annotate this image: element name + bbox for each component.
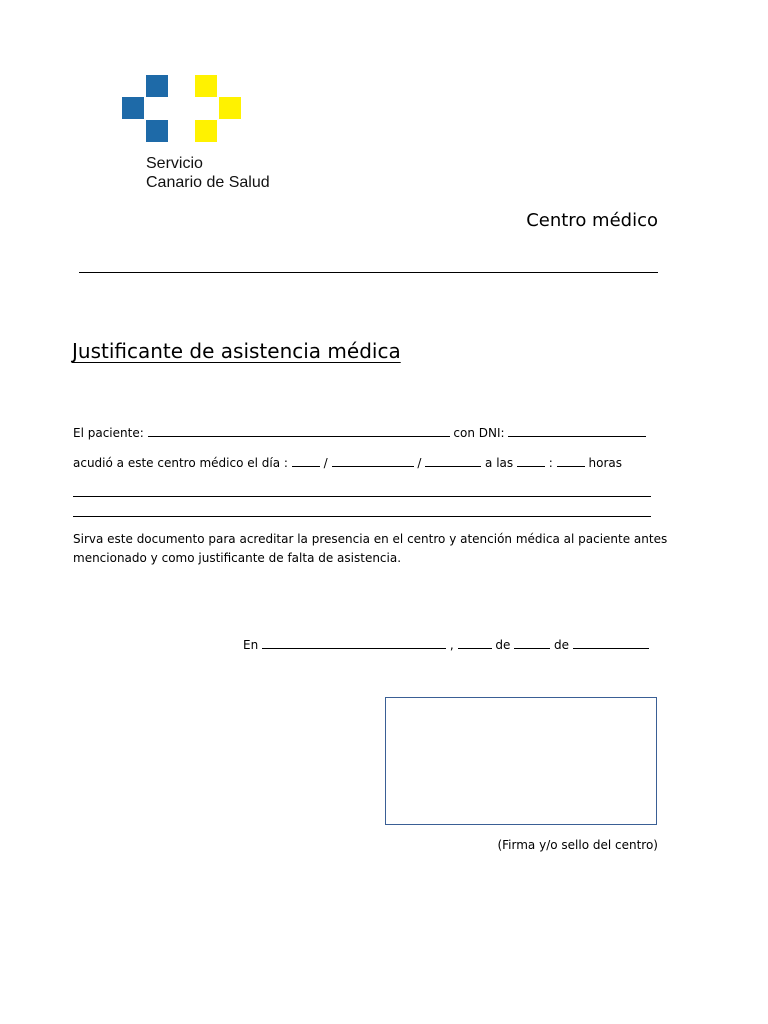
date-slash-1: / [323,456,328,470]
logo-yellow-square-bottom [195,120,217,142]
logo-blue-square-bottom [146,120,168,142]
de-label-1: de [495,638,511,652]
servicio-canario-de-salud-logo [122,75,312,200]
day-blank[interactable] [292,454,320,467]
patient-name-blank[interactable] [148,424,450,437]
logo-blue-square-left [122,97,144,119]
minute-blank[interactable] [557,454,585,467]
date-slash-2: / [417,456,422,470]
justification-paragraph: Sirva este documento para acreditar la presencia en el centro y atención médica al paciente antes mencionado y como justificante de falta de asistencia. [73,532,668,565]
logo-org-name [146,154,270,192]
sign-month-blank[interactable] [514,636,550,649]
notes-blank-1[interactable] [73,496,651,497]
month-blank[interactable] [332,454,414,467]
at-label: a las [485,456,514,470]
dni-blank[interactable] [508,424,646,437]
center-label: Centro médico [526,210,658,231]
signature-stamp-box[interactable] [385,697,657,825]
place-blank[interactable] [262,636,446,649]
logo-blue-square-top [146,75,168,97]
sign-day-blank[interactable] [458,636,492,649]
patient-line [73,424,646,440]
logo-yellow-square-right [219,97,241,119]
center-name-blank[interactable] [79,272,658,273]
hours-label: horas [588,456,622,470]
dni-label: con DNI: [453,426,505,440]
logo-name-line2: Canario de Salud [146,174,270,191]
logo-yellow-square-top [195,75,217,97]
sign-year-blank[interactable] [573,636,649,649]
place-date-line [243,636,649,652]
attendance-line [73,454,622,470]
patient-label: El paciente: [73,426,144,440]
place-comma: , [449,638,454,652]
document-title: Justificante de asistencia médica [72,339,401,363]
logo-name-line1: Servicio [146,155,203,172]
time-colon: : [548,456,553,470]
year-blank[interactable] [425,454,481,467]
signature-caption: (Firma y/o sello del centro) [497,838,658,852]
en-label: En [243,638,259,652]
notes-blank-2[interactable] [73,516,651,517]
attended-label: acudió a este centro médico el día : [73,456,288,470]
hour-blank[interactable] [517,454,545,467]
de-label-2: de [553,638,569,652]
